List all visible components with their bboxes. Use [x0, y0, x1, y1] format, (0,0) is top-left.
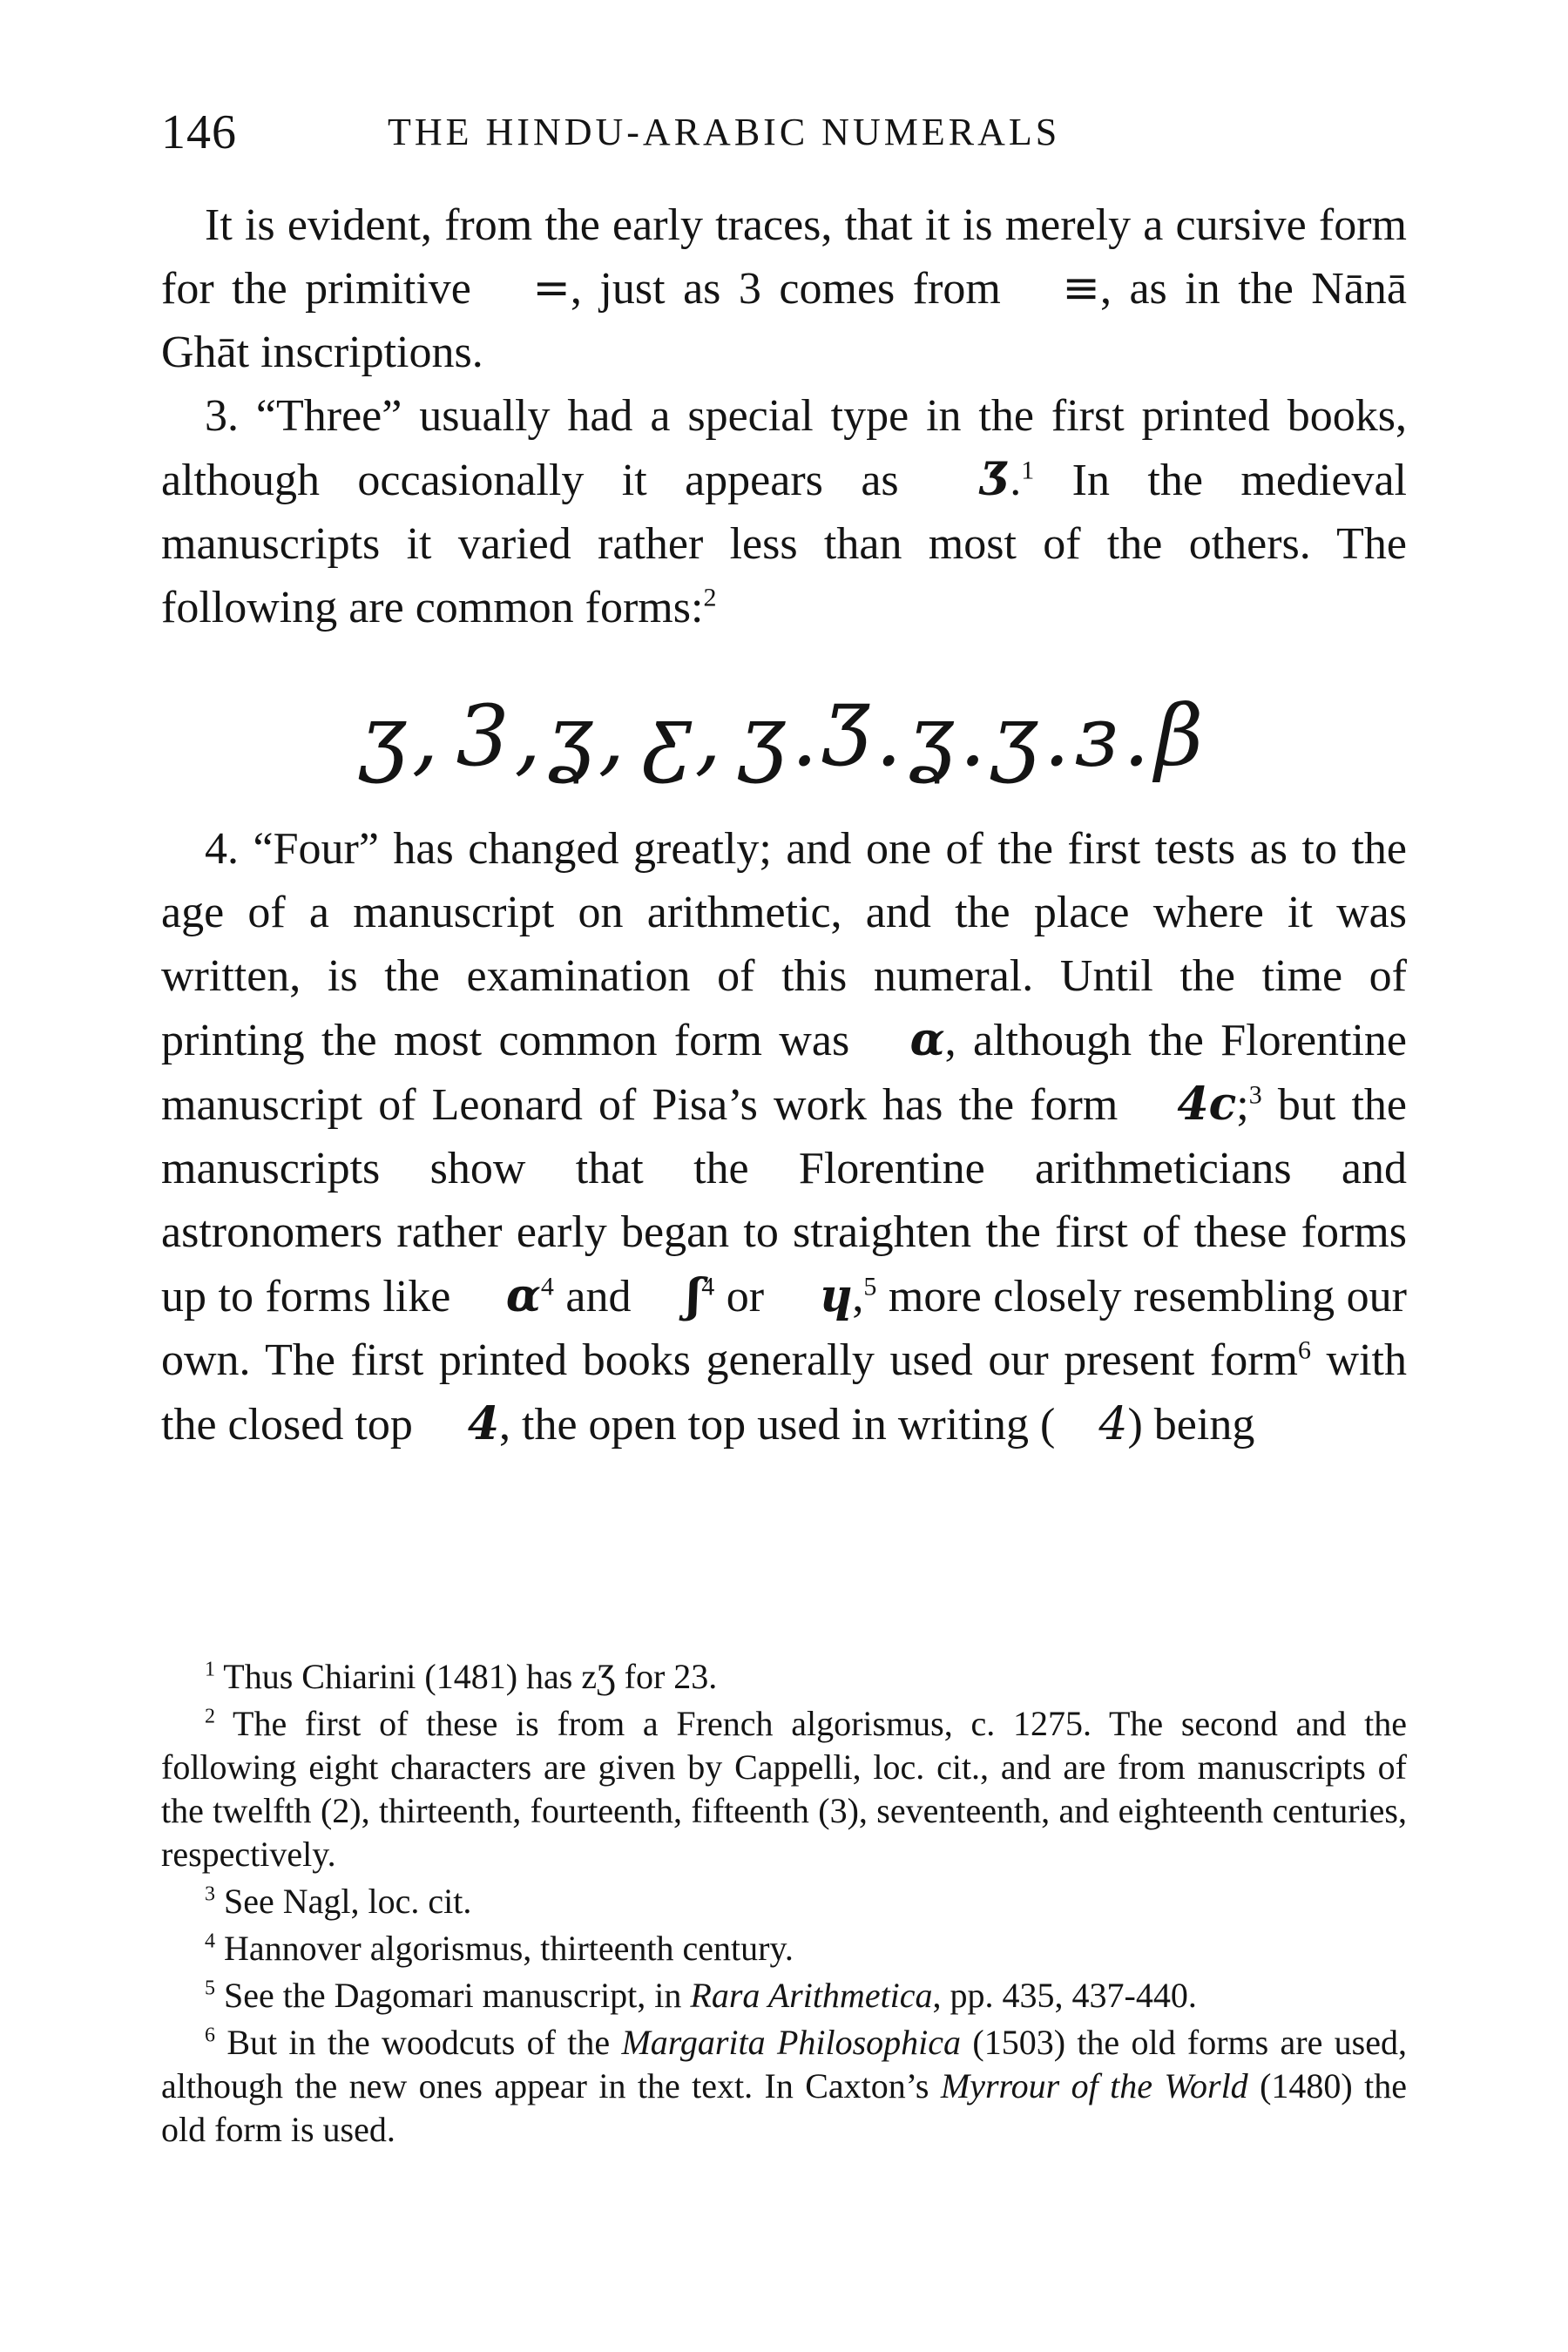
text-run: and [553, 1272, 643, 1321]
text-run: , the open top used in writing ( [499, 1400, 1056, 1450]
text-run: 4. “Four” has changed greatly; and one of the first tests as to the age of a manuscript on arithmetic, and the place where it was written, is the examination of this numeral. Until the time of printing the most common form was [161, 824, 1407, 1065]
running-title: THE HINDU-ARABIC NUMERALS [388, 111, 1061, 153]
footnote-3 [161, 1880, 1407, 1923]
book-title: Myrrour of the World [940, 2066, 1248, 2105]
footnote-ref-4a[interactable]: 4 [540, 1272, 554, 1301]
footnote-2 [161, 1702, 1407, 1876]
glyph-four-form-b: ʃ [686, 1269, 702, 1322]
footnote-ref-2[interactable]: 2 [703, 583, 717, 612]
footnote-number: 3 [205, 1882, 215, 1906]
three-form-8: ʒ [990, 687, 1044, 785]
glyph-two-bars: = [532, 262, 571, 314]
footnote-text: Thus Chiarini (1481) has zƷ for 23. [223, 1657, 718, 1696]
glyph-four-closed-top: 4 [467, 1397, 500, 1450]
paragraph-three [161, 384, 1407, 639]
footnote-ref-3[interactable]: 3 [1248, 1080, 1262, 1110]
three-forms-row: ʒ , 3 , ʓ , ƹ , ʒ . Ʒ . ʓ . ʒ . ɜ . β [359, 687, 1209, 785]
footnote-1 [161, 1655, 1407, 1699]
three-form-9: ɜ [1075, 687, 1124, 785]
footnote-ref-6[interactable]: 6 [1298, 1335, 1311, 1365]
text-run: but the manuscripts show that the Florentine arithmeticians and astronomers rather early began to straighten the first of these forms up to forms like [161, 1080, 1407, 1321]
page-number: 146 [161, 105, 237, 159]
three-form-3: ʓ [546, 687, 598, 785]
footnote-number: 5 [205, 1977, 215, 2000]
text-run: See the Dagomari manuscript, in [224, 1976, 691, 2015]
three-form-4: ƹ [642, 687, 695, 785]
glyph-four-form-a: α [505, 1269, 541, 1322]
text-run: In the medieval manuscripts it varied rather less than most of the others. The following are common forms: [161, 456, 1407, 632]
text-run: or [714, 1272, 776, 1321]
footnote-number: 6 [205, 2024, 215, 2047]
footnote-text: See Nagl, loc. cit. [224, 1882, 472, 1921]
book-title: Rara Arithmetica [690, 1976, 933, 2015]
text-run: with the closed top [161, 1335, 1407, 1450]
text-run: , although the Florentine manuscript of Leonard of Pisa’s work has the form [161, 1016, 1407, 1130]
text-run: But in the woodcuts of the [226, 2023, 622, 2062]
text-run: 3. “Three” usually had a special type in the first printed books, although occasionally it appears as [161, 391, 1407, 505]
footnote-ref-4b[interactable]: 4 [701, 1272, 715, 1301]
paragraph-four [161, 817, 1407, 1456]
paragraph-two-continuation [161, 193, 1407, 384]
text-run: , pp. 435, 437-440. [932, 1976, 1197, 2015]
book-title: Margarita Philosophica [621, 2023, 962, 2062]
glyph-four-open-top: 4 [1098, 1398, 1128, 1450]
text-run: (1480) the old form is used. [161, 2066, 1407, 2149]
footnote-6 [161, 2021, 1407, 2152]
text-run: , [852, 1272, 864, 1321]
text-run: (1503) the old forms are used, although the new ones appear in the text. In Caxton’s [161, 2023, 1408, 2105]
glyph-four-loop: α [909, 1013, 945, 1066]
three-form-7: ʓ [907, 687, 960, 785]
body-text-lower [161, 817, 1407, 1456]
three-form-1: ʒ [359, 687, 412, 785]
footnote-ref-1[interactable]: 1 [1021, 456, 1035, 485]
glyph-four-form-c: ɥ [819, 1269, 853, 1322]
text-run: ) being [1127, 1400, 1255, 1450]
text-run: ; [1236, 1080, 1249, 1130]
footnote-4 [161, 1927, 1407, 1970]
footnote-5 [161, 1974, 1407, 2017]
glyph-three-special: Ʒ [980, 453, 1010, 506]
footnote-number: 4 [205, 1930, 215, 1953]
text-run: more closely resembling our own. The first printed books generally used our present form [161, 1272, 1407, 1385]
three-form-2: 3 [456, 687, 515, 785]
footnote-number: 1 [205, 1658, 215, 1681]
three-form-10: β [1154, 687, 1209, 785]
footnotes [161, 1655, 1407, 2155]
footnote-text: Hannover algorismus, thirteenth century. [224, 1929, 794, 1968]
glyph-three-bars: ≡ [1062, 262, 1100, 314]
footnote-number: 2 [205, 1705, 215, 1728]
footnote-ref-5[interactable]: 5 [863, 1272, 877, 1301]
text-run: . [1010, 456, 1022, 505]
running-head [161, 105, 1407, 174]
text-run: , just as 3 comes from [570, 264, 1019, 314]
three-form-6: Ʒ [822, 687, 875, 785]
footnote-text: The first of these is from a French algorismus, c. 1275. The second and the following eight characters are given by Cappelli, loc. cit., and are from manuscripts of the twelfth (2), thirteenth, fourteenth, fifteenth (3), seventeenth, and eighteenth centuries, respectively. [161, 1704, 1408, 1874]
text-run: , as in the Nānā Ghāt inscriptions. [161, 264, 1408, 377]
glyph-four-florentine: 4c [1177, 1078, 1237, 1131]
body-text-upper [161, 193, 1407, 639]
text-run: It is evident, from the early traces, that it is merely a cursive form for the primitive [161, 200, 1407, 314]
three-form-5: ʒ [739, 687, 792, 785]
